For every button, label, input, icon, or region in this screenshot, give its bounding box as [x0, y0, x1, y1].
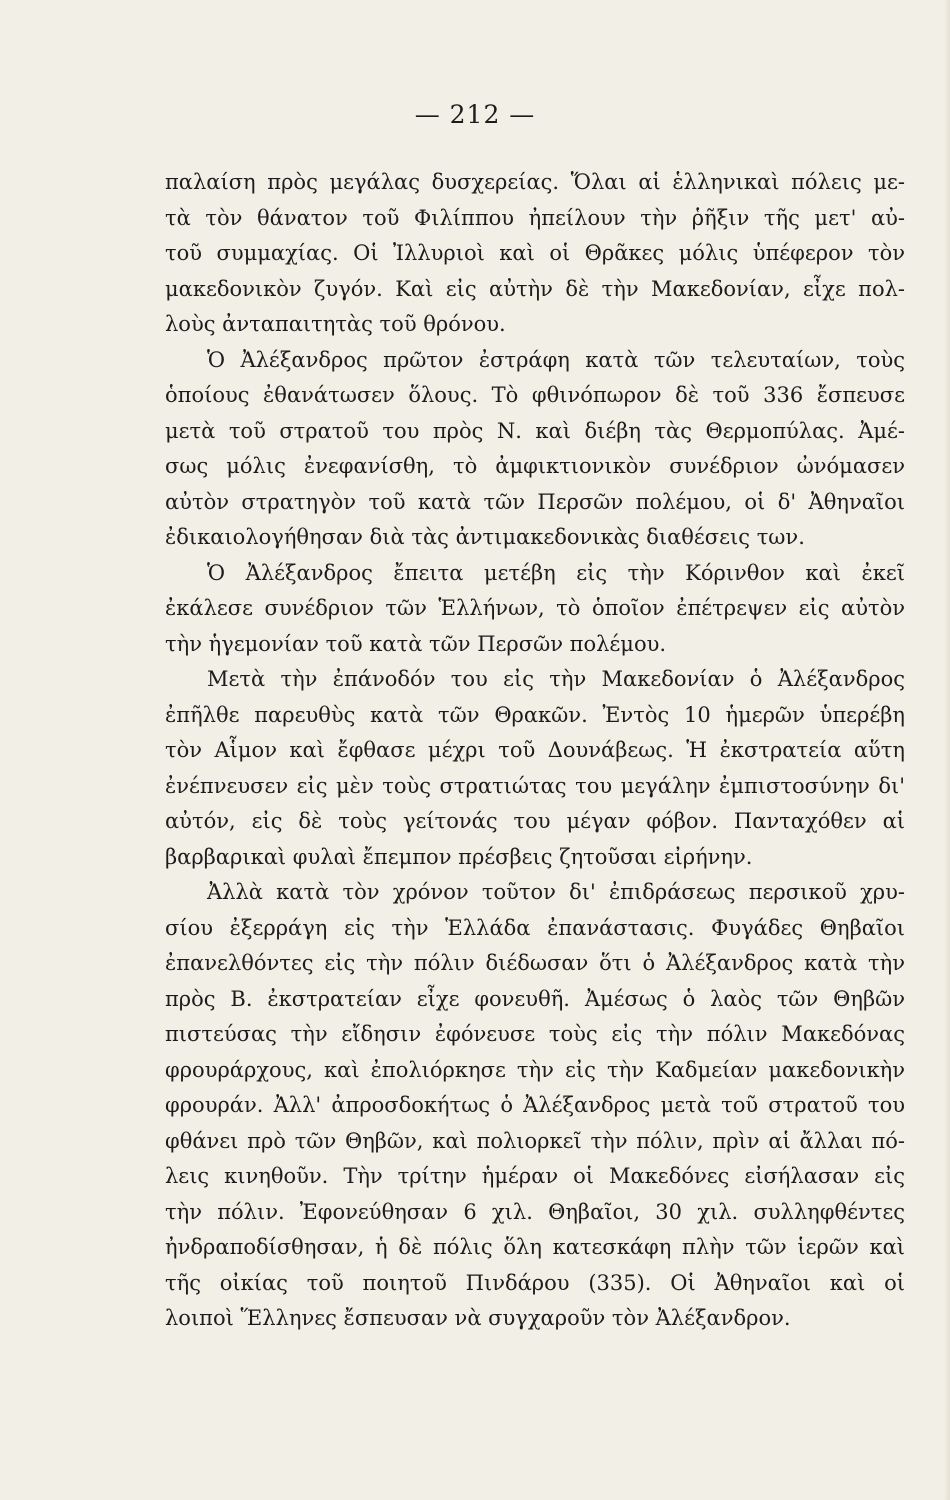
- text-line: τὴν πόλιν. Ἐφονεύθησαν 6 χιλ. Θηβαῖοι, 30 χιλ. συλληφθέντες: [165, 1199, 905, 1224]
- text-line: ἠνδραποδίσθησαν, ἡ δὲ πόλις ὅλη κατεσκάφη πλὴν τῶν ἱερῶν καὶ: [165, 1235, 905, 1259]
- text-line: τὴν ἡγεμονίαν τοῦ κατὰ τῶν Περσῶν πολέμου.: [165, 631, 667, 656]
- text-line: Ἀλλὰ κατὰ τὸν χρόνον τοῦτον δι' ἐπιδράσεως περσικοῦ χρυ-: [207, 880, 905, 904]
- text-line: βαρβαρικαὶ φυλαὶ ἔπεμπον πρέσβεις ζητοῦσαι εἰρήνην.: [165, 844, 753, 869]
- text-line: τὰ τὸν θάνατον τοῦ Φιλίππου ἠπείλουν τὴν ῥῆξιν τῆς μετ' αὐ-: [165, 205, 905, 230]
- text-line: λοὺς ἀνταπαιτητὰς τοῦ θρόνου.: [165, 312, 506, 336]
- text-line: φρουράρχους, καὶ ἐπολιόρκησε τὴν εἰς τὴν Καδμείαν μακεδονικὴν: [165, 1057, 905, 1082]
- text-line: ἐδικαιολογήθησαν διὰ τὰς ἀντιμακεδονικὰς διαθέσεις των.: [165, 525, 805, 549]
- text-line: Μετὰ τὴν ἐπάνοδόν του εἰς τὴν Μακεδονίαν ὁ Ἀλέξανδρος: [207, 667, 905, 691]
- text-line: αὐτόν, εἰς δὲ τοὺς γείτονάς του μέγαν φόβον. Πανταχόθεν αἱ: [165, 809, 905, 833]
- text-line: τῆς οἰκίας τοῦ ποιητοῦ Πινδάρου (335). Οἱ Ἀθηναῖοι καὶ οἱ: [165, 1270, 905, 1295]
- text-line: Ὁ Ἀλέξανδρος ἔπειτα μετέβη εἰς τὴν Κόρινθον καὶ ἐκεῖ: [207, 560, 905, 585]
- text-line: Ὁ Ἀλέξανδρος πρῶτον ἐστράφη κατὰ τῶν τελευταίων, τοὺς: [207, 347, 905, 372]
- text-line: τοῦ συμμαχίας. Οἱ Ἰλλυριοὶ καὶ οἱ Θρᾶκες μόλις ὑπέφερον τὸν: [165, 241, 905, 265]
- text-line: τὸν Αἷμον καὶ ἔφθασε μέχρι τοῦ Δουνάβεως. Ἡ ἐκστρατεία αὕτη: [165, 738, 905, 762]
- text-line: σίου ἐξερράγη εἰς τὴν Ἑλλάδα ἐπανάστασις. Φυγάδες Θηβαῖοι: [165, 915, 905, 940]
- text-line: ἐκάλεσε συνέδριον τῶν Ἑλλήνων, τὸ ὁποῖον ἐπέτρεψεν εἰς αὐτὸν: [165, 596, 905, 620]
- text-line: μακεδονικὸν ζυγόν. Καὶ εἰς αὐτὴν δὲ τὴν Μακεδονίαν, εἶχε πολ-: [165, 276, 905, 301]
- text-line: αὐτὸν στρατηγὸν τοῦ κατὰ τῶν Περσῶν πολέμου, οἱ δ' Ἀθηναῖοι: [165, 489, 905, 514]
- text-line: φρουράν. Ἀλλ' ἀπροσδοκήτως ὁ Ἀλέξανδρος μετὰ τοῦ στρατοῦ του: [165, 1093, 905, 1117]
- text-line: φθάνει πρὸ τῶν Θηβῶν, καὶ πολιορκεῖ τὴν πόλιν, πρὶν αἱ ἄλλαι πό-: [165, 1128, 905, 1153]
- text-line: λεις κινηθοῦν. Τὴν τρίτην ἡμέραν οἱ Μακεδόνες εἰσήλασαν εἰς: [165, 1164, 905, 1188]
- text-line: σως μόλις ἐνεφανίσθη, τὸ ἀμφικτιονικὸν συνέδριον ὠνόμασεν: [165, 454, 905, 478]
- body-text: [165, 165, 905, 1337]
- text-line: ἐνέπνευσεν εἰς μὲν τοὺς στρατιώτας του μεγάλην ἐμπιστοσύνην δι': [165, 773, 905, 798]
- text-line: πρὸς Β. ἐκστρατείαν εἶχε φονευθῆ. Ἀμέσως ὁ λαὸς τῶν Θηβῶν: [165, 986, 905, 1011]
- text-line: μετὰ τοῦ στρατοῦ του πρὸς Ν. καὶ διέβη τὰς Θερμοπύλας. Ἀμέ-: [165, 418, 905, 443]
- page-edge: [944, 0, 950, 1500]
- text-line: ὁποίους ἐθανάτωσεν ὅλους. Τὸ φθινόπωρον δὲ τοῦ 336 ἔσπευσε: [165, 383, 905, 407]
- text-line: ἐπῆλθε παρευθὺς κατὰ τῶν Θρακῶν. Ἐντὸς 10 ἡμερῶν ὑπερέβη: [165, 702, 905, 727]
- text-line: λοιποὶ Ἕλληνες ἔσπευσαν νὰ συγχαροῦν τὸν Ἀλέξανδρον.: [165, 1306, 791, 1330]
- page-number: — 212 —: [414, 100, 536, 129]
- text-line: ἐπανελθόντες εἰς τὴν πόλιν διέδωσαν ὅτι ὁ Ἀλέξανδρος κατὰ τὴν: [165, 951, 905, 975]
- text-line: παλαίση πρὸς μεγάλας δυσχερείας. Ὅλαι αἱ ἑλληνικαὶ πόλεις με-: [165, 170, 905, 194]
- text-line: πιστεύσας τὴν εἴδησιν ἐφόνευσε τοὺς εἰς τὴν πόλιν Μακεδόνας: [165, 1022, 905, 1046]
